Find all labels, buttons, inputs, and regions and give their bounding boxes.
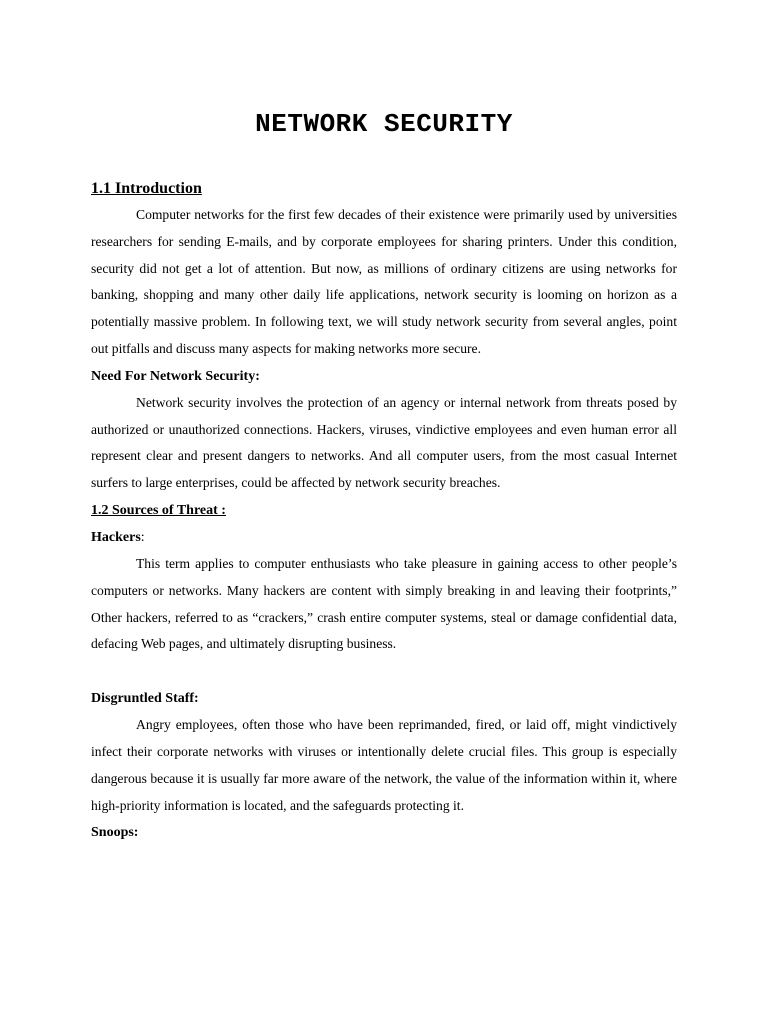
disgruntled-staff-heading: Disgruntled Staff:: [91, 691, 199, 707]
page-title: NETWORK SECURITY: [255, 109, 513, 139]
introduction-heading: 1.1 Introduction: [91, 180, 202, 197]
section-spacer: [91, 658, 677, 685]
need-for-security-heading: Need For Network Security:: [91, 368, 260, 384]
disgruntled-staff-paragraph: Angry employees, often those who have been reprimanded, fired, or laid off, might vindictively infect their corporate networks with viruses or intentionally delete crucial files. This group is especially dangerous because it is usually far more aware of the network, the value of the information within it, where high-priority information is located, and the safeguards protecting it.: [91, 717, 677, 813]
snoops-heading: Snoops:: [91, 825, 139, 841]
hackers-paragraph: This term applies to computer enthusiasts who take pleasure in gaining access to other people’s computers or networks. Many hackers are content with simply breaking in and leaving their footprints,” Other hackers, referred to as “crackers,” crash entire computer systems, steal or damage confidential data, defacing Web pages, and ultimately disrupting business.: [91, 555, 677, 652]
need-for-security-paragraph: Network security involves the protection of an agency or internal network from threats posed by authorized or unauthorized connections. Hackers, viruses, vindictive employees and even human error all represent clear and present dangers to networks. And all computer users, from the most casual Internet surfers to large enterprises, could be affected by network security breaches.: [91, 394, 677, 491]
document-body: [91, 175, 677, 846]
hackers-heading-colon: :: [140, 529, 145, 545]
introduction-paragraph: Computer networks for the first few decades of their existence were primarily used by universities researchers for sending E-mails, and by corporate employees for sharing printers. Under this condition, security did not get a lot of attention. But now, as millions of ordinary citizens are using networks for banking, shopping and many other daily life applications, network security is looming on horizon as a potentially massive problem. In following text, we will study network security from several angles, point out pitfalls and discuss many aspects for making networks more secure.: [91, 207, 677, 356]
hackers-heading-label: Hackers: [91, 529, 141, 545]
sources-of-threat-heading: 1.2 Sources of Threat :: [91, 502, 226, 518]
hackers-heading: [91, 524, 677, 551]
